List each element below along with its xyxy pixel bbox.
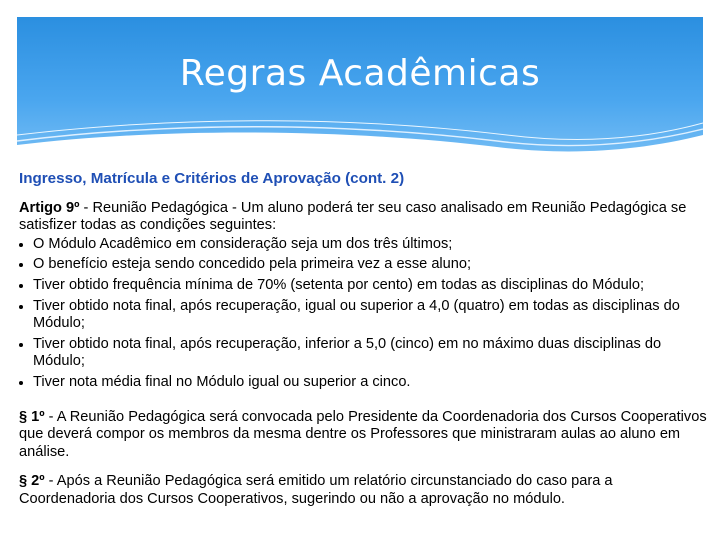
section-heading: Ingresso, Matrícula e Critérios de Aprovação (cont. 2): [19, 170, 405, 187]
artigo-label: Artigo 9º: [19, 199, 80, 216]
slide-title: Regras Acadêmicas: [179, 53, 541, 94]
list-item-text: O benefício esteja sendo concedido pela primeira vez a esse aluno;: [33, 256, 472, 273]
slide-header: [17, 17, 703, 167]
bullet-dot-icon: [19, 305, 23, 309]
paragrafo-1-text: - A Reunião Pedagógica será convocada pelo Presidente da Coordenadoria dos Cursos Cooperativos que deverá compor os membros da mesma dentre os Professores que ministraram aulas ao aluno em análise.: [19, 408, 707, 460]
list-item: [19, 277, 709, 295]
list-item: [19, 298, 709, 333]
paragrafo-2: [19, 473, 709, 508]
bullet-dot-icon: [19, 263, 23, 267]
list-item-text: Tiver nota média final no Módulo igual ou superior a cinco.: [33, 373, 411, 390]
bullet-dot-icon: [19, 381, 23, 385]
bullet-dot-icon: [19, 284, 23, 288]
list-item: [19, 236, 709, 254]
list-item-text: Tiver obtido frequência mínima de 70% (setenta por cento) em todas as disciplinas do Módulo;: [33, 276, 645, 293]
list-item: [19, 336, 709, 371]
list-item-text: Tiver obtido nota final, após recuperação, inferior a 5,0 (cinco) em no máximo duas disciplinas do Módulo;: [33, 335, 662, 370]
list-item-text: O Módulo Acadêmico em consideração seja um dos três últimos;: [33, 235, 453, 252]
list-item-text: Tiver obtido nota final, após recuperação, igual ou superior a 4,0 (quatro) em todas as disciplinas do Módulo;: [33, 297, 680, 332]
paragrafo-1: [19, 409, 709, 462]
bullet-dot-icon: [19, 243, 23, 247]
conditions-list: [19, 236, 709, 392]
artigo-text: - Reunião Pedagógica - Um aluno poderá ter seu caso analisado em Reunião Pedagógica se satisfizer todas as condições seguintes:: [19, 199, 687, 234]
list-item: [19, 374, 709, 392]
paragrafo-1-label: § 1º: [19, 408, 45, 425]
bullet-dot-icon: [19, 343, 23, 347]
paragrafo-2-label: § 2º: [19, 473, 45, 490]
paragrafo-2-text: - Após a Reunião Pedagógica será emitido um relatório circunstanciado do caso para a Coordenadoria dos Cursos Cooperativos, sugerindo ou não a aprovação no módulo.: [19, 473, 613, 507]
artigo-paragraph: [19, 200, 709, 235]
slide-content: [19, 170, 709, 509]
list-item: [19, 256, 709, 274]
